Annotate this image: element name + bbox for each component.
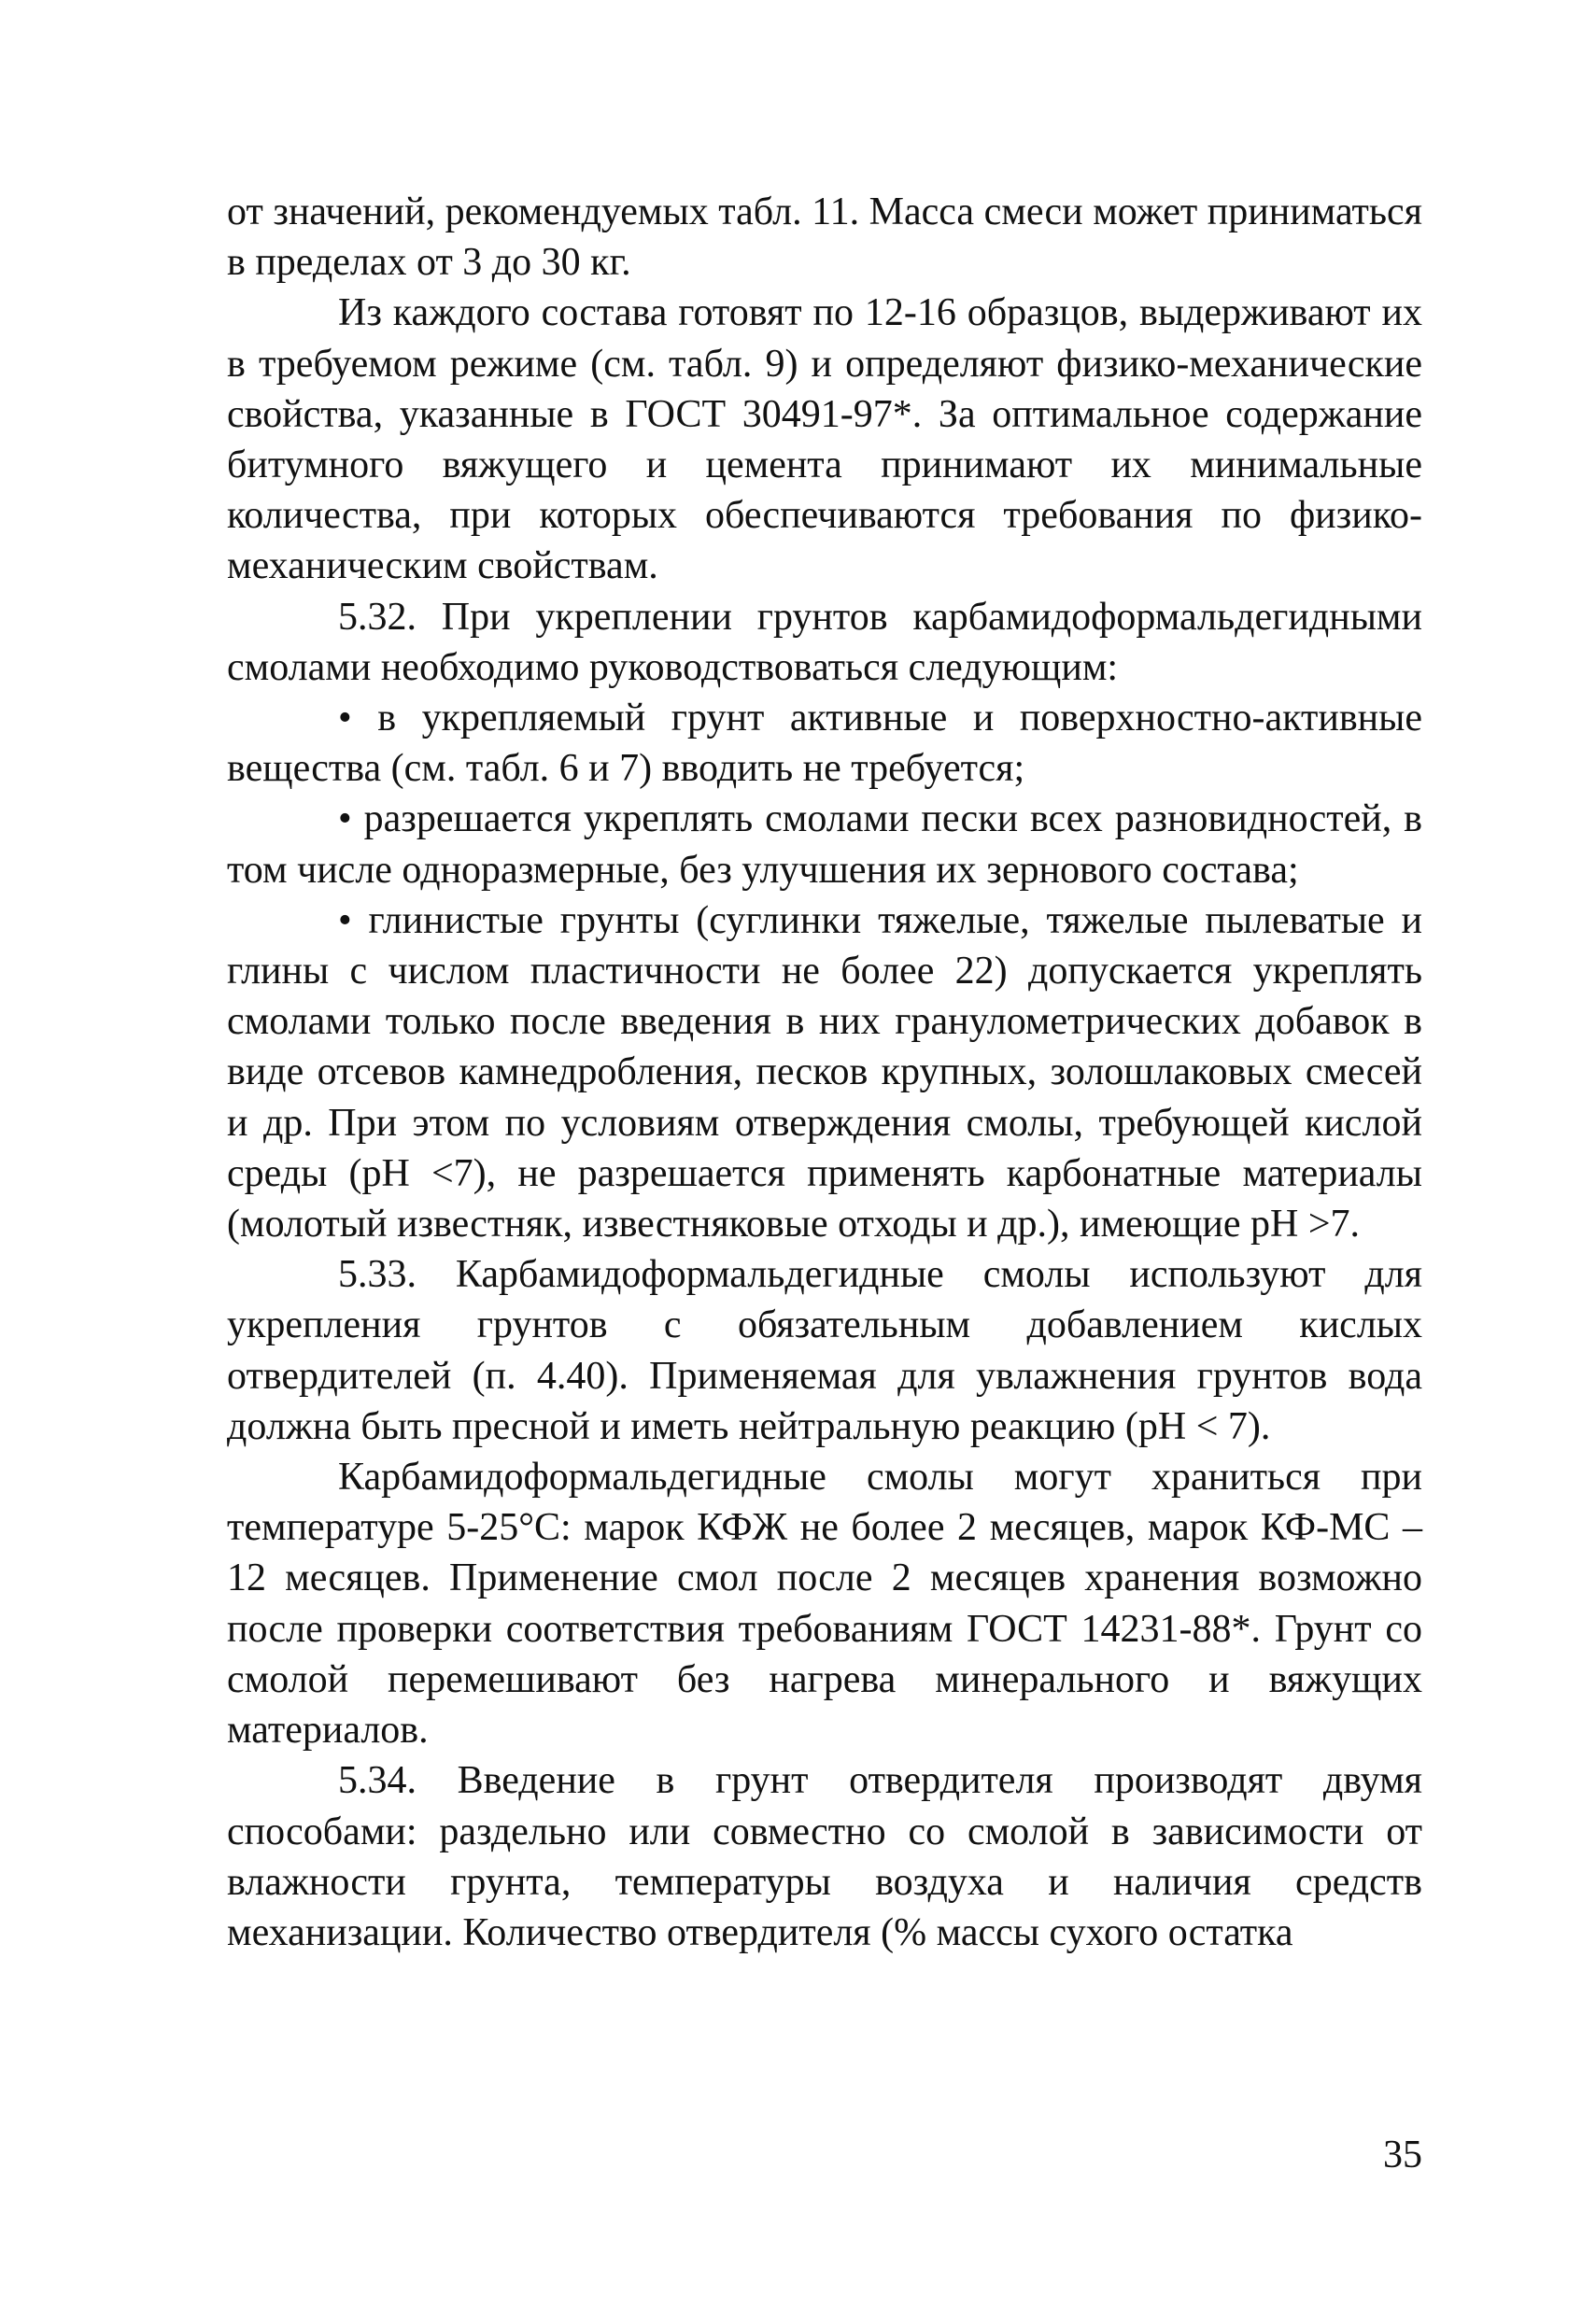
paragraph-continuation: от значений, рекомендуемых табл. 11. Масса смеси может приниматься в пределах от 3 до 30 кг. bbox=[227, 190, 1422, 285]
bullet-item-sands: • разрешается укреплять смолами пески всех разновидностей, в том числе одноразмерные, без улучшения их зернового состава; bbox=[227, 797, 1422, 892]
paragraph-resin-storage: Карбамидоформальдегидные смолы могут храниться при температуре 5-25°С: марок КФЖ не более 2 месяцев, марок КФ-МС – 12 месяцев. Применение смол после 2 месяцев хранения возможно после проверки соответствия требованиям ГОСТ 14231-88*. Грунт со смолой перемешивают без нагрева минерального и вяжущих материалов. bbox=[227, 1456, 1422, 1753]
paragraph-samples: Из каждого состава готовят по 12-16 образцов, выдерживают их в требуемом режиме (см. табл. 9) и определяют физико-механические свойства, указанные в ГОСТ 30491-97*. За оптимальное содержание битумного вяжущего и цемента принимают их минимальные количества, при которых обеспечиваются требования по физико-механическим свойствам. bbox=[227, 291, 1422, 588]
bullet-item-clay-soils: • глинистые грунты (суглинки тяжелые, тяжелые пылеватые и глины с числом пластичности не более 22) допускается укреплять смолами только после введения в них гранулометрических добавок в виде отсевов камнедробления, песков крупных, золошлаковых смесей и др. При этом по условиям отверждения смолы, требующей кислой среды (рН <7), не разрешается применять карбонатные материалы (молотый известняк, известняковые отходы и др.), имеющие рН >7. bbox=[227, 898, 1422, 1247]
page-number: 35 bbox=[1383, 2134, 1422, 2176]
paragraph-5-34: 5.34. Введение в грунт отвердителя производят двумя способами: раздельно или совместно со смолой в зависимости от влажности грунта, температуры воздуха и наличия средств механизации. Количество отвердителя (% массы сухого остатка bbox=[227, 1759, 1422, 1954]
bullet-item-active-substances: • в укрепляемый грунт активные и поверхностно-активные вещества (см. табл. 6 и 7) вводить не требуется; bbox=[227, 697, 1422, 791]
paragraph-5-33: 5.33. Карбамидоформальдегидные смолы используют для укрепления грунтов с обязательным добавлением кислых отвердителей (п. 4.40). Применяемая для увлажнения грунтов вода должна быть пресной и иметь нейтральную реакцию (рН < 7). bbox=[227, 1253, 1422, 1448]
paragraph-5-32: 5.32. При укреплении грунтов карбамидоформальдегидными смолами необходимо руководствоваться следующим: bbox=[227, 595, 1422, 689]
body-text bbox=[227, 187, 1422, 1958]
